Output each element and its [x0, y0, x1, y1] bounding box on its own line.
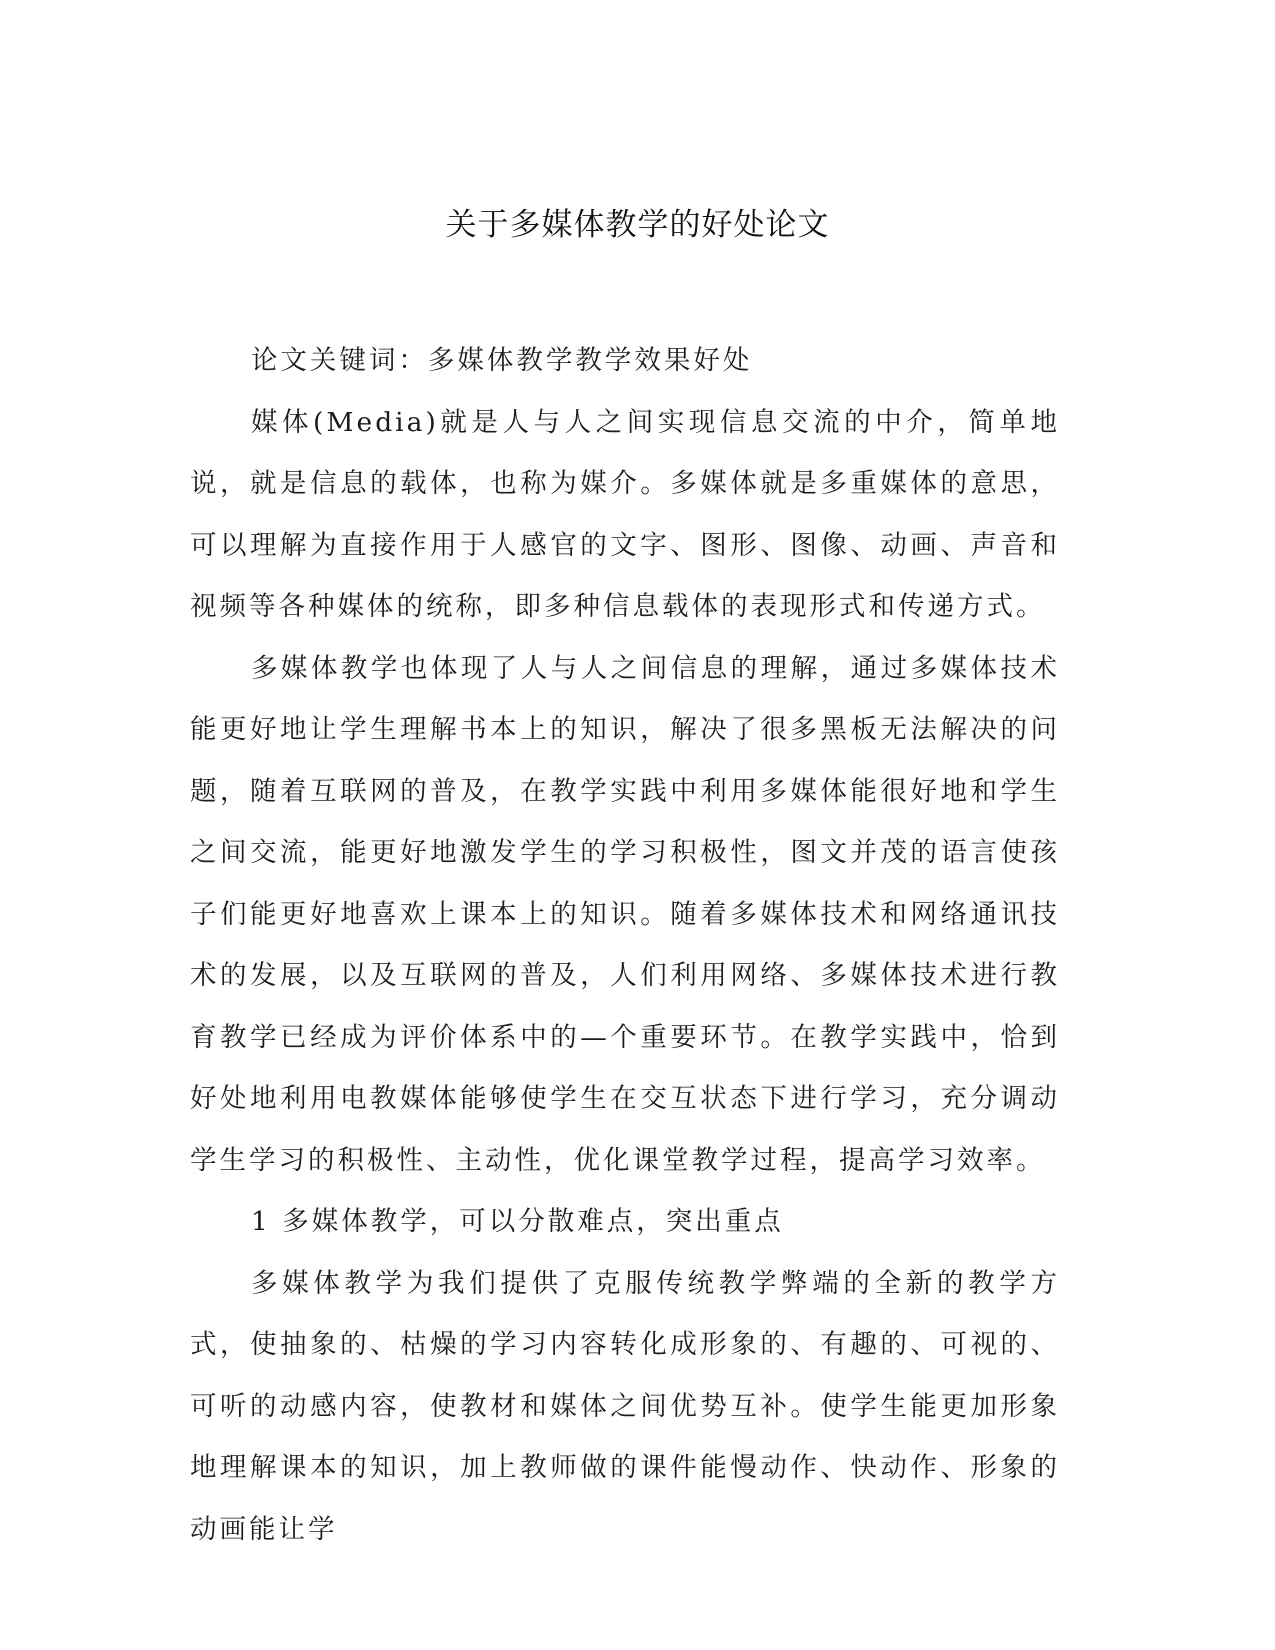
document-body	[190, 330, 1060, 1560]
body-paragraph: 多媒体教学也体现了人与人之间信息的理解，通过多媒体技术能更好地让学生理解书本上的知识，解决了很多黑板无法解决的问题，随着互联网的普及，在教学实践中利用多媒体能很好地和学生之间交流，能更好地激发学生的学习积极性，图文并茂的语言使孩子们能更好地喜欢上课本上的知识。随着多媒体技术和网络通讯技术的发展，以及互联网的普及，人们利用网络、多媒体技术进行教育教学已经成为评价体系中的—个重要环节。在教学实践中，恰到好处地利用电教媒体能够使学生在交互状态下进行学习，充分调动学生学习的积极性、主动性，优化课堂教学过程，提高学习效率。	[190, 652, 1060, 1176]
keywords-paragraph: 论文关键词：多媒体教学教学效果好处	[250, 345, 753, 376]
section-heading: 1 多媒体教学，可以分散难点，突出重点	[250, 1206, 784, 1237]
body-paragraph: 媒体(Media)就是人与人之间实现信息交流的中介，简单地说，就是信息的载体，也称为媒介。多媒体就是多重媒体的意思，可以理解为直接作用于人感官的文字、图形、图像、动画、声音和视频等各种媒体的统称，即多种信息载体的表现形式和传递方式。	[190, 406, 1060, 622]
body-paragraph: 多媒体教学为我们提供了克服传统教学弊端的全新的教学方式，使抽象的、枯燥的学习内容转化成形象的、有趣的、可视的、可听的动感内容，使教材和媒体之间优势互补。使学生能更加形象地理解课本的知识，加上教师做的课件能慢动作、快动作、形象的动画能让学	[190, 1267, 1060, 1545]
document-title: 关于多媒体教学的好处论文	[445, 207, 830, 243]
